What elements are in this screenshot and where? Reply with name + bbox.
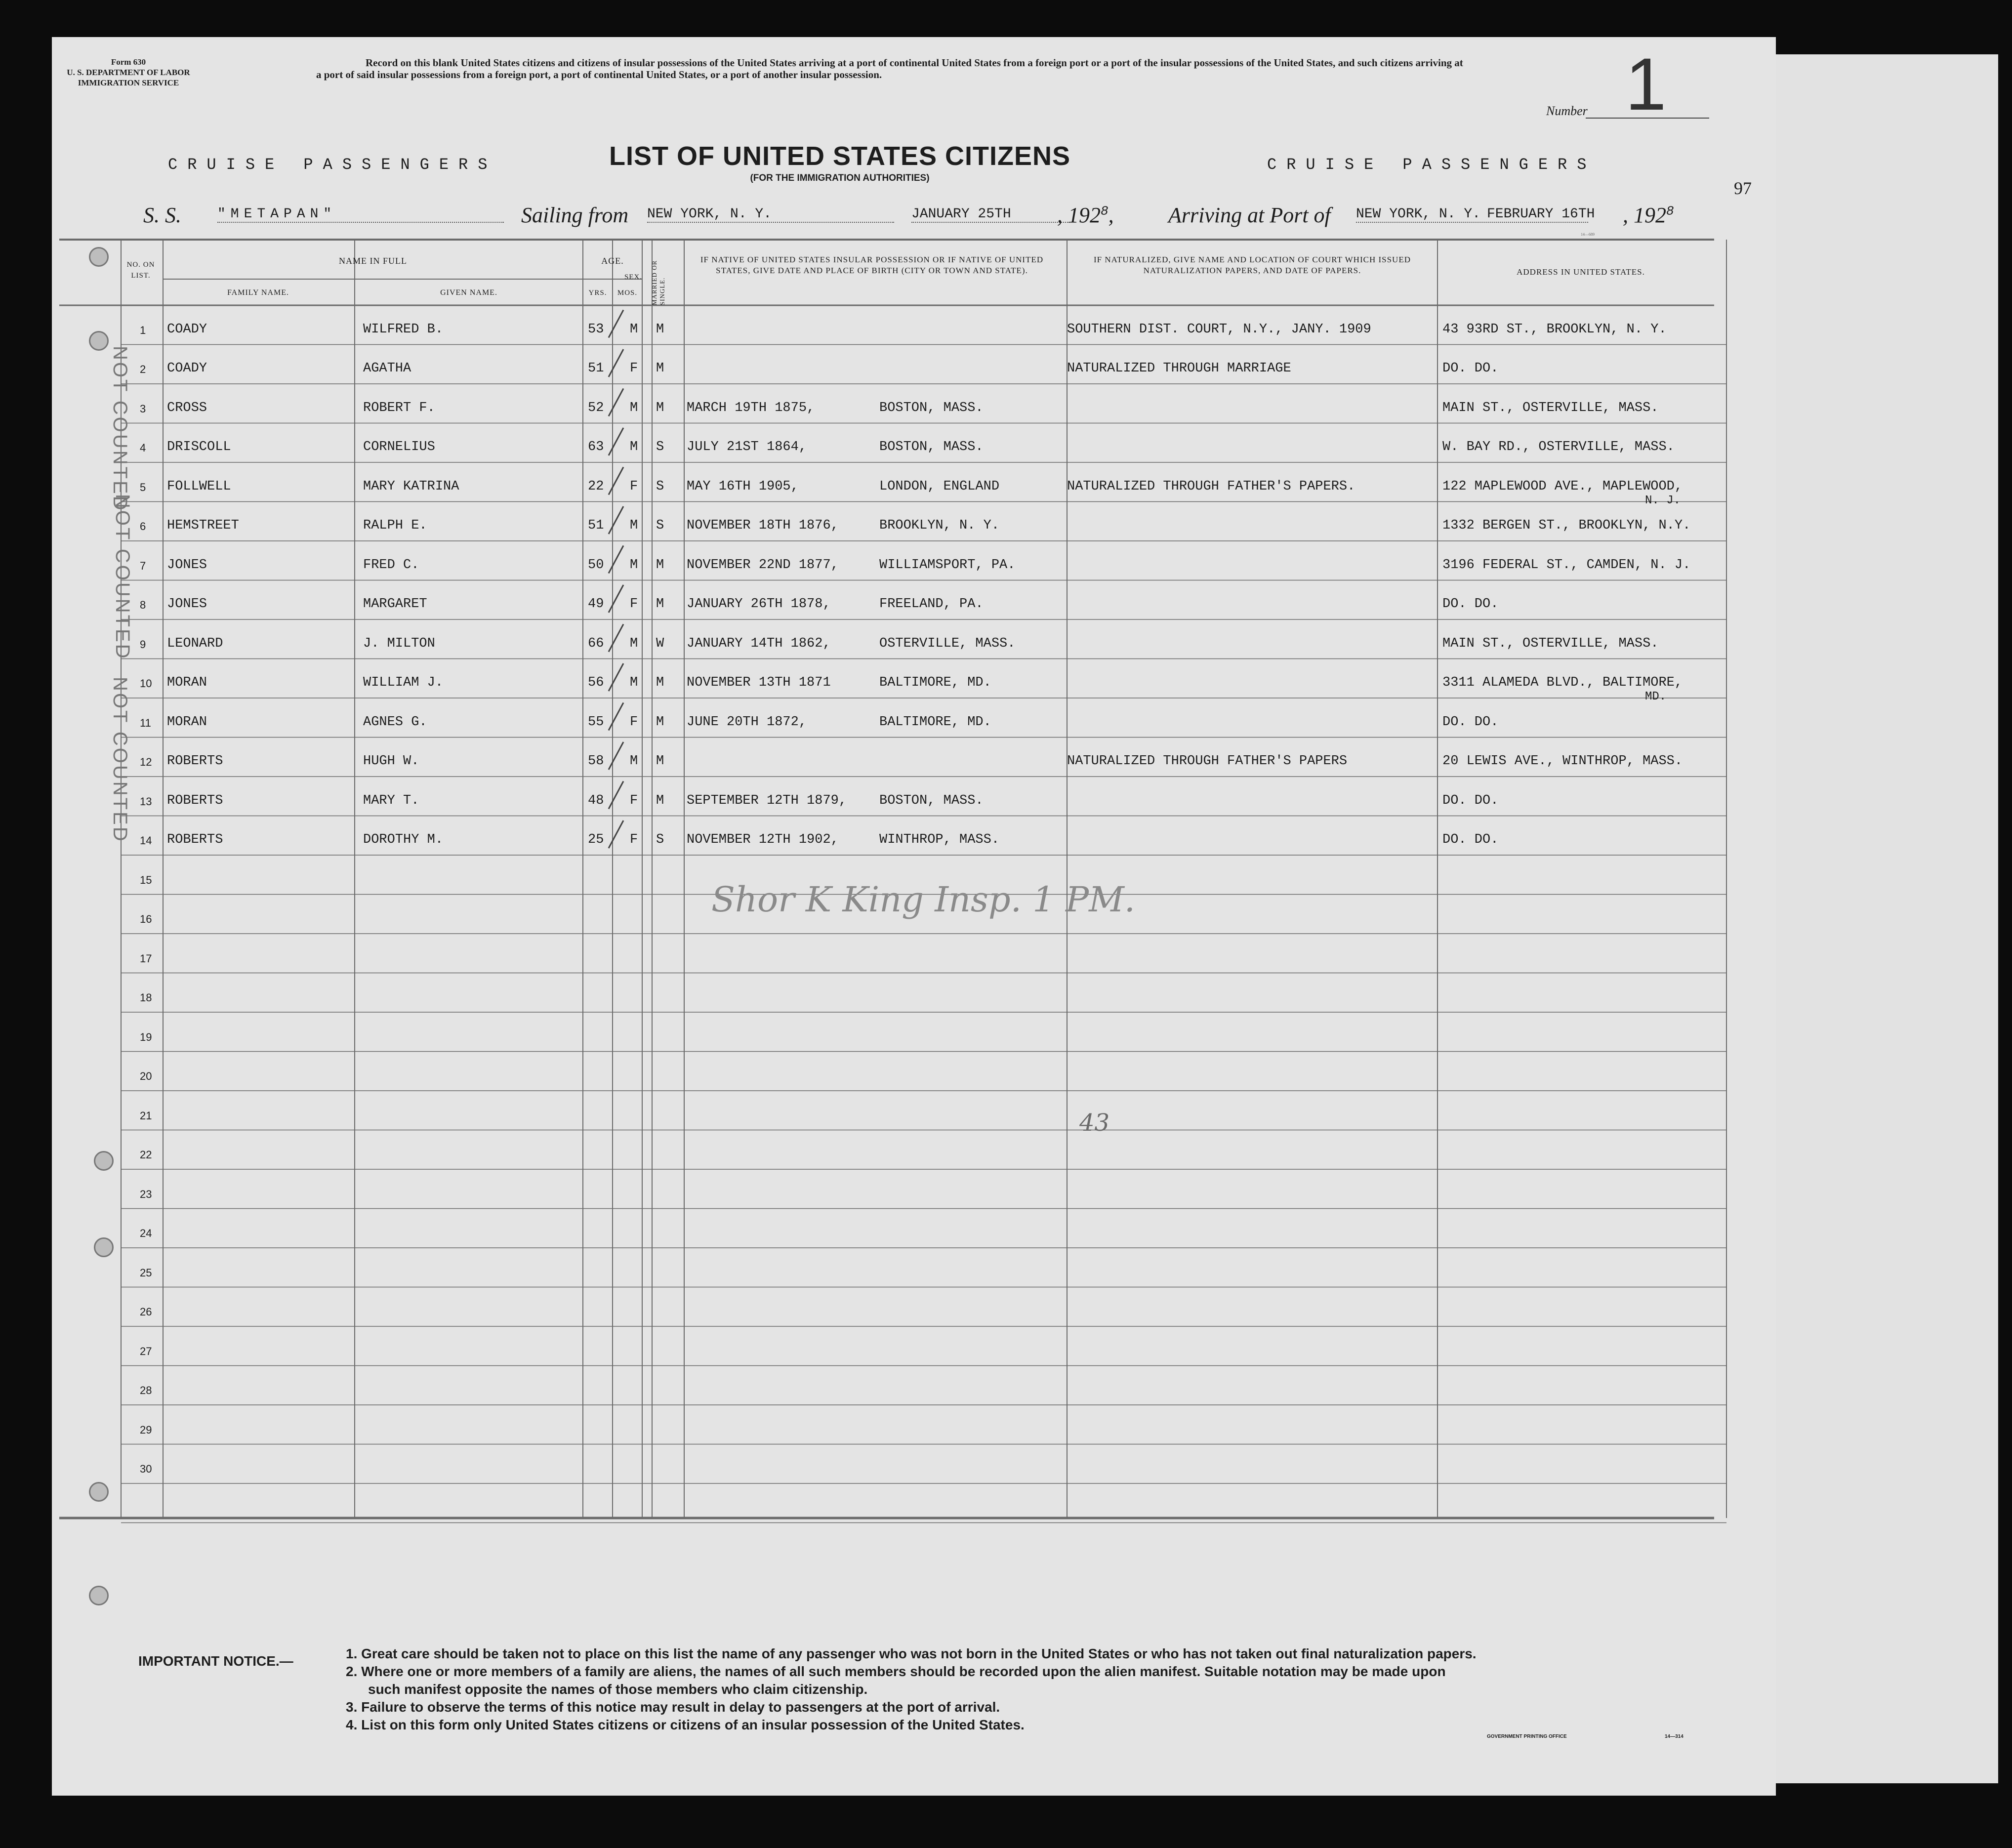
birth-date: NOVEMBER 22ND 1877, [687, 557, 839, 573]
birth-place: BOSTON, MASS. [879, 440, 984, 454]
age-years: 53 [588, 322, 604, 337]
birth-date: JUNE 20TH 1872, [687, 714, 807, 730]
address: DO. DO. [1442, 793, 1499, 808]
sex: M [630, 322, 638, 337]
age-tick-mark [609, 428, 623, 455]
row-number: 15 [140, 873, 152, 886]
family-name: FOLLWELL [167, 479, 231, 494]
header-age: AGE. [601, 256, 624, 266]
notice-item-2-cont: such manifest opposite the names of those members who claim citizenship. [368, 1682, 868, 1697]
header-naturalized: IF NATURALIZED, GIVE NAME AND LOCATION OF COURT WHICH ISSUED NATURALIZATION PAPERS, AND DATE OF PAPERS. [1093, 255, 1411, 275]
punch-hole [89, 1482, 109, 1502]
page-number: 97 [1734, 178, 1752, 198]
given-name: RALPH E. [363, 518, 427, 533]
row-number: 18 [140, 991, 152, 1004]
marital-status: M [656, 675, 664, 690]
margin-stamp-not-counted: NOT COUNTED [109, 677, 131, 843]
family-name: HEMSTREET [167, 518, 239, 533]
arriving-port-text: NEW YORK, N. Y. [1356, 206, 1481, 222]
birth-date: SEPTEMBER 12TH 1879, [687, 793, 847, 808]
sailing-date-text: JANUARY 25TH [911, 206, 1011, 222]
row-number: 20 [140, 1070, 152, 1082]
given-name: MARGARET [363, 597, 427, 612]
family-name: COADY [167, 361, 207, 376]
birth-date: MARCH 19TH 1875, [687, 400, 815, 415]
printer: GOVERNMENT PRINTING OFFICE [1487, 1734, 1567, 1739]
row-number: 30 [140, 1463, 152, 1475]
age-tick-mark [609, 546, 623, 574]
row-number: 13 [140, 795, 152, 808]
notice-heading: IMPORTANT NOTICE.— [138, 1653, 293, 1669]
header-no: NO. ON LIST. [126, 261, 155, 280]
row-number: 3 [140, 402, 146, 415]
number-value: 1 [1625, 42, 1667, 125]
age-years: 56 [588, 675, 604, 690]
sex: F [630, 597, 638, 612]
marital-status: S [656, 440, 664, 454]
row-number: 7 [140, 559, 146, 572]
given-name: AGNES G. [363, 714, 427, 730]
punch-hole [89, 247, 109, 267]
row-number: 19 [140, 1030, 152, 1043]
age-years: 50 [588, 557, 604, 573]
header-given-name: GIVEN NAME. [440, 288, 497, 297]
arriving-year-digit: 8 [1666, 204, 1674, 219]
family-name: JONES [167, 597, 207, 612]
address-line-2: MD. [1645, 690, 1667, 703]
marital-status: M [656, 754, 664, 769]
birth-place: WINTHROP, MASS. [879, 832, 1000, 847]
header-sex: SEX. [624, 273, 643, 281]
address: 20 LEWIS AVE., WINTHROP, MASS. [1442, 754, 1683, 769]
marital-status: M [656, 714, 664, 730]
given-name: FRED C. [363, 557, 419, 573]
address: DO. DO. [1442, 714, 1499, 730]
age-years: 58 [588, 754, 604, 769]
birth-place: BOSTON, MASS. [879, 400, 984, 415]
row-number: 5 [140, 481, 146, 493]
sex: M [630, 518, 638, 533]
notice-item-4: 4. List on this form only United States citizens or citizens of an insular possession of the United States. [346, 1717, 1025, 1732]
row-number: 28 [140, 1384, 152, 1396]
birth-place: FREELAND, PA. [879, 597, 984, 612]
row-number: 11 [140, 716, 151, 729]
cruise-passengers-left: CRUISE PASSENGERS [168, 156, 497, 174]
address: 122 MAPLEWOOD AVE., MAPLEWOOD, [1442, 479, 1683, 494]
header-birth: IF NATIVE OF UNITED STATES INSULAR POSSESSION OR IF NATIVE OF UNITED STATES, GIVE DATE AND PLACE OF BIRTH (CITY OR TOWN AND STATE). [700, 255, 1044, 275]
address: DO. DO. [1442, 832, 1499, 847]
given-name: MARY T. [363, 793, 419, 808]
punch-hole [89, 331, 109, 351]
sex: M [630, 440, 638, 454]
header-address: ADDRESS IN UNITED STATES. [1517, 267, 1645, 277]
birth-place: OSTERVILLE, MASS. [879, 636, 1016, 651]
sailing-port-text: NEW YORK, N. Y. [647, 206, 772, 222]
given-name: WILLIAM J. [363, 675, 444, 690]
age-years: 25 [588, 832, 604, 847]
sailing-label: Sailing from [521, 203, 629, 227]
row-number: 29 [140, 1423, 152, 1436]
header-name-in-full: NAME IN FULL [339, 256, 407, 266]
sex: M [630, 400, 638, 415]
notice-list [346, 1645, 1729, 1734]
page-subtitle: (FOR THE IMMIGRATION AUTHORITIES) [750, 173, 930, 183]
row-number: 4 [140, 442, 146, 454]
sex: F [630, 832, 638, 847]
naturalization-court: NATURALIZED THROUGH MARRIAGE [1067, 361, 1291, 376]
age-years: 49 [588, 597, 604, 612]
address: 3196 FEDERAL ST., CAMDEN, N. J. [1442, 557, 1691, 573]
birth-place: BOSTON, MASS. [879, 793, 984, 808]
birth-date: NOVEMBER 12TH 1902, [687, 832, 839, 847]
marital-status: M [656, 557, 664, 573]
punch-hole [89, 1586, 109, 1605]
row-number: 6 [140, 520, 146, 533]
family-name: LEONARD [167, 636, 223, 651]
birth-date: MAY 16TH 1905, [687, 479, 799, 494]
marital-status: M [656, 793, 664, 808]
printer-code: 14—314 [1665, 1734, 1684, 1739]
address: 1332 BERGEN ST., BROOKLYN, N.Y. [1442, 518, 1691, 533]
given-name: MARY KATRINA [363, 479, 459, 494]
age-years: 22 [588, 479, 604, 494]
margin-stamp-not-counted: NOT COUNTED [109, 346, 131, 512]
family-name: MORAN [167, 675, 207, 690]
address: DO. DO. [1442, 361, 1499, 376]
naturalization-court: NATURALIZED THROUGH FATHER'S PAPERS. [1067, 479, 1355, 494]
birth-place: LONDON, ENGLAND [879, 479, 1000, 494]
handwritten-count: 43 [1079, 1109, 1110, 1137]
arriving-year-prefix: 192 [1634, 203, 1666, 227]
age-tick-mark [609, 389, 623, 416]
notice-item-3: 3. Failure to observe the terms of this notice may result in delay to passengers at the port of arrival. [346, 1699, 1000, 1715]
row-number: 1 [140, 324, 146, 336]
marital-status: M [656, 400, 664, 415]
naturalization-court: SOUTHERN DIST. COURT, N.Y., JANY. 1909 [1067, 322, 1371, 337]
given-name: CORNELIUS [363, 440, 435, 454]
row-number: 14 [140, 834, 152, 847]
row-number: 21 [140, 1109, 152, 1122]
page-title: LIST OF UNITED STATES CITIZENS [609, 141, 1070, 171]
age-tick-mark [609, 821, 623, 848]
birth-date: JULY 21ST 1864, [687, 440, 807, 454]
age-tick-mark [609, 742, 623, 770]
row-number: 26 [140, 1306, 152, 1318]
row-number: 12 [140, 756, 152, 768]
service: IMMIGRATION SERVICE [78, 78, 179, 87]
ss-label: S. S. [143, 203, 181, 227]
birth-place: BALTIMORE, MD. [879, 714, 991, 730]
row-number: 8 [140, 599, 146, 611]
given-name: J. MILTON [363, 636, 435, 651]
sailing-year: , $192^8$, [1057, 203, 1114, 227]
family-name: DRISCOLL [167, 440, 231, 454]
age-years: 52 [588, 400, 604, 415]
given-name: HUGH W. [363, 754, 419, 769]
header-married: MARRIED OR SINGLE. [651, 260, 666, 305]
address: MAIN ST., OSTERVILLE, MASS. [1442, 636, 1659, 651]
year-prefix: 192 [1068, 203, 1101, 227]
arriving-year: , $192^8$ [1623, 203, 1674, 227]
marital-status: M [656, 322, 664, 337]
row-number: 2 [140, 363, 146, 375]
marital-status: S [656, 518, 664, 533]
age-tick-mark [609, 624, 623, 652]
birth-date: JANUARY 26TH 1878, [687, 597, 831, 612]
address: W. BAY RD., OSTERVILLE, MASS. [1442, 440, 1675, 454]
punch-hole [94, 1151, 114, 1171]
birth-place: BROOKLYN, N. Y. [879, 518, 1000, 533]
punch-hole [94, 1237, 114, 1257]
given-name: WILFRED B. [363, 322, 444, 337]
age-tick-mark [609, 349, 623, 377]
notice-item-1: 1. Great care should be taken not to place on this list the name of any passenger who was not born in the United States or who has not taken out final naturalization papers. [346, 1646, 1477, 1661]
row-number: 16 [140, 913, 152, 925]
cruise-passengers-right: CRUISE PASSENGERS [1267, 156, 1597, 174]
family-name: CROSS [167, 400, 207, 415]
row-number: 24 [140, 1227, 152, 1239]
family-name: ROBERTS [167, 754, 223, 769]
age-years: 48 [588, 793, 604, 808]
department: U. S. DEPARTMENT OF LABOR [67, 68, 190, 77]
age-years: 51 [588, 518, 604, 533]
family-name: ROBERTS [167, 793, 223, 808]
margin-stamp-not-counted: NOT COUNTED [112, 494, 133, 660]
age-years: 66 [588, 636, 604, 651]
row-number: 23 [140, 1188, 152, 1200]
family-name: JONES [167, 557, 207, 573]
form-instructions: Record on this blank United States citizens and citizens of insular possessions of the United States arriving at a port of continental United States from a foreign port or a port of the insular possessions of the United States, and such citizens arriving at a port of said insular possessions from a foreign port, a port of continental United States, or a port of another insular possession. [316, 57, 1463, 81]
sex: M [630, 557, 638, 573]
address-line-2: N. J. [1645, 493, 1681, 507]
notice-item-2: 2. Where one or more members of a family are aliens, the names of all such members should be recorded upon the alien manifest. Suitable notation may be made upon [346, 1664, 1446, 1679]
form-number: Form 630 [111, 57, 146, 67]
naturalization-court: NATURALIZED THROUGH FATHER'S PAPERS [1067, 754, 1348, 769]
age-tick-mark [609, 467, 623, 495]
header-mos: MOS. [617, 289, 638, 297]
age-tick-mark [609, 703, 623, 731]
sex: M [630, 675, 638, 690]
birth-place: WILLIAMSPORT, PA. [879, 557, 1016, 573]
age-tick-mark [609, 506, 623, 534]
address: MAIN ST., OSTERVILLE, MASS. [1442, 400, 1659, 415]
arriving-date-text: FEBRUARY 16TH [1487, 206, 1595, 222]
birth-date: JANUARY 14TH 1862, [687, 636, 831, 651]
row-number: 25 [140, 1266, 152, 1279]
given-name: ROBERT F. [363, 400, 435, 415]
family-name: MORAN [167, 714, 207, 730]
given-name: AGATHA [363, 361, 411, 376]
marital-status: M [656, 597, 664, 612]
number-label: Number [1546, 104, 1588, 118]
marital-status: M [656, 361, 664, 376]
given-name: DOROTHY M. [363, 832, 444, 847]
address: 3311 ALAMEDA BLVD., BALTIMORE, [1442, 675, 1683, 690]
age-tick-mark [609, 663, 623, 691]
sex: F [630, 479, 638, 494]
handwritten-inspector-note: Shor K King Insp. 1 PM. [711, 879, 1136, 920]
sex: F [630, 714, 638, 730]
age-tick-mark [609, 781, 623, 809]
age-tick-mark [609, 310, 623, 338]
marital-status: S [656, 832, 664, 847]
row-number: 27 [140, 1345, 152, 1357]
arriving-label: Arriving at Port of [1168, 203, 1331, 227]
marital-status: S [656, 479, 664, 494]
sex: F [630, 361, 638, 376]
age-tick-mark [609, 585, 623, 613]
address: 43 93RD ST., BROOKLYN, N. Y. [1442, 322, 1667, 337]
marital-status: W [656, 636, 664, 651]
row-number: 9 [140, 638, 146, 651]
row-number: 22 [140, 1149, 152, 1161]
birth-date: NOVEMBER 13TH 1871 [687, 675, 831, 690]
birth-date: NOVEMBER 18TH 1876, [687, 518, 839, 533]
age-years: 51 [588, 361, 604, 376]
sex: M [630, 754, 638, 769]
address: DO. DO. [1442, 597, 1499, 612]
family-name: ROBERTS [167, 832, 223, 847]
tiny-note: 14—689 [1581, 232, 1595, 237]
sex: F [630, 793, 638, 808]
ship-name-text: "METAPAN" [217, 206, 337, 222]
row-number: 10 [140, 677, 152, 690]
header-yrs: YRS. [588, 289, 607, 297]
sex: M [630, 636, 638, 651]
age-years: 63 [588, 440, 604, 454]
age-years: 55 [588, 714, 604, 730]
birth-place: BALTIMORE, MD. [879, 675, 991, 690]
row-number: 17 [140, 952, 152, 965]
sailing-year-digit: 8 [1101, 204, 1109, 219]
family-name: COADY [167, 322, 207, 337]
header-family-name: FAMILY NAME. [227, 288, 289, 297]
